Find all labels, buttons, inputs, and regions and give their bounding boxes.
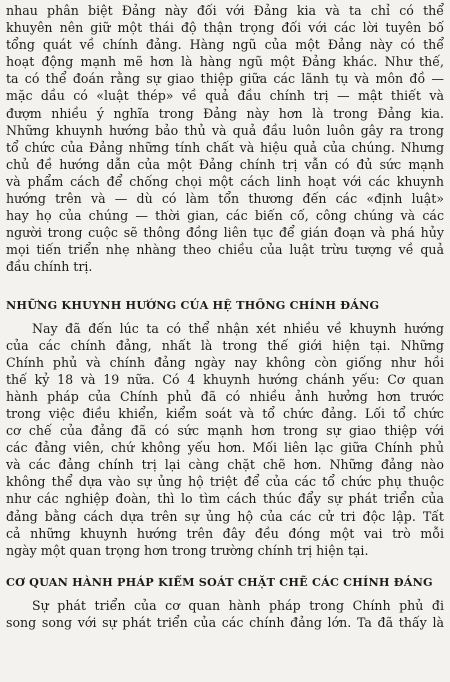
text-line: cả những khuynh hướng trên đây đều đóng một vai trò mỗi: [6, 525, 444, 541]
text-line: Những khuynh hướng bảo thủ và quả đầu luôn luôn gây ra trong: [6, 122, 444, 138]
text-line: mọi tiến triển nhẹ nhàng theo chiều của luật trừu tượng về quả: [6, 242, 444, 258]
text-line: người trong cuộc sẽ thông đồng liên tục để gián đoạn và phá hủy: [6, 225, 444, 241]
text-line: của các chính đảng, nhất là trong thế giới hiện tại. Những: [6, 337, 444, 353]
text-line: hay họ của chúng — thời gian, các biến cố, công chúng và các: [6, 208, 444, 224]
text-line: ta có thể đoán rằng sự giao thiệp giữa các lãnh tụ và môn đồ —: [6, 71, 444, 87]
text-line: đượm nhiều ý nghĩa trong Đảng này hơn là trong Đảng kia.: [6, 105, 444, 121]
text-line: và các đảng chính trị lại càng chặt chẽ hơn. Những đảng nào: [6, 457, 444, 473]
text-line: hướng trên và — dù có làm tổn thương đến các «định luật»: [6, 191, 444, 207]
text-line: hành pháp của Chính phủ đã có nhiều ảnh hưởng hơn trước: [6, 388, 444, 404]
text-line: thế kỷ 18 và 19 nữa. Có 4 khuynh hướng chánh yếu: Cơ quan: [6, 371, 444, 387]
text-line: các đảng viên, chứ không yếu hơn. Mối liên lạc giữa Chính phủ: [6, 440, 444, 456]
section-heading-tendencies: NHỮNG KHUYNH HƯỚNG CỦA HỆ THỐNG CHÍNH ĐẢNG: [6, 297, 380, 312]
text-line: nhau phân biệt Đảng này đối với Đảng kia và ta chỉ có thể: [6, 3, 444, 18]
text-line: tổ chức của Đảng những tính chất và hiệu quả của chúng. Nhưng: [6, 139, 444, 155]
section-heading-executive: CƠ QUAN HÀNH PHÁP KIỂM SOÁT CHẶT CHẼ CÁC CHÍNH ĐẢNG: [6, 574, 433, 589]
text-line: đầu chính trị.: [6, 259, 93, 275]
text-line: hoạt động mạnh mẽ hơn là hàng ngũ một Đảng khác. Như thế,: [6, 54, 444, 70]
text-line: mặc dầu có «luật thép» về quả đầu chính trị — mật thiết và: [6, 88, 444, 104]
text-line: Chính phủ và chính đảng ngày nay không còn giống như hồi: [6, 354, 444, 370]
text-line: ngày một quan trọng hơn trong trường chính trị hiện tại.: [6, 542, 369, 558]
text-line: như các nghiệp đoàn, thì lo tìm cách thúc đẩy sự phát triển của: [6, 491, 444, 507]
text-line: và phẩm cách để chống chọi một cách linh hoạt với các khuynh: [6, 173, 444, 189]
paragraph-1: [6, 2, 444, 276]
text-line: tổng quát về chính đảng. Hàng ngũ của một Đảng này có thể: [6, 37, 444, 53]
text-line: trong việc điều khiển, kiểm soát và tổ chức đảng. Lối tổ chức: [6, 405, 444, 421]
paragraph-3: [6, 597, 444, 631]
text-line: chủ đề hướng dẫn của một Đảng chính trị vẫn có đủ sức mạnh: [6, 156, 444, 172]
text-line: khuyên nên giữ một thái độ thận trọng đối với các lời tuyên bố: [6, 20, 444, 36]
text-line: cơ chế của đảng đã có sức mạnh hơn trong sự giao thiệp với: [6, 423, 444, 439]
text-line: song song với sự phát triển của các chính đảng lớn. Ta đã thấy là: [6, 614, 444, 630]
paragraph-2: [6, 320, 444, 559]
text-line: đảng bằng cách dựa trên sự ủng hộ của các cử tri độc lập. Tất: [6, 508, 444, 524]
text-line: Sự phát triển của cơ quan hành pháp trong Chính phủ đi: [32, 597, 444, 613]
text-line: Nay đã đến lúc ta có thể nhận xét nhiều về khuynh hướng: [32, 320, 444, 336]
text-line: không thể dựa vào sự ủng hộ triệt để của các tổ chức phụ thuộc: [6, 474, 444, 490]
